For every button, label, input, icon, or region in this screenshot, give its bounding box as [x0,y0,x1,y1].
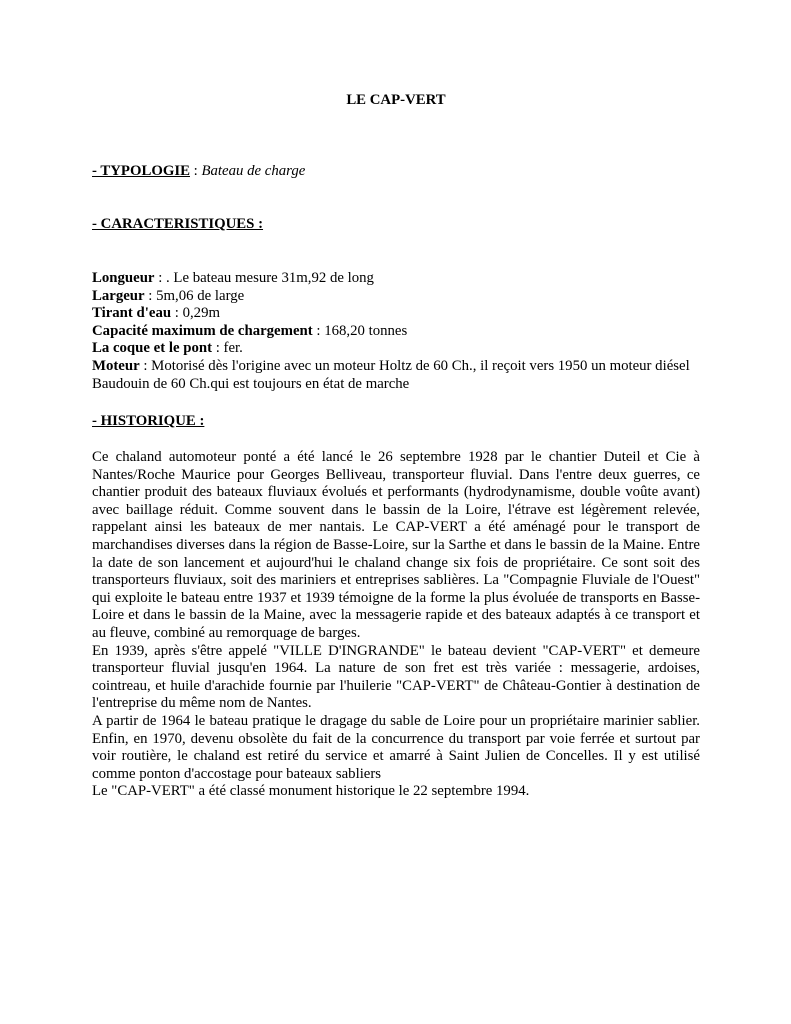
spec-label: Largeur [92,287,145,304]
historique-text [92,449,700,801]
spec-text: : Motorisé dès l'origine avec un moteur Holtz de 60 Ch., il reçoit vers 1950 un moteur diésel Baudouin de 60 Ch.qui est toujours en état de marche [92,357,690,392]
spec-label: Longueur [92,270,155,286]
spec-capacite [92,323,700,341]
spec-label: Tirant d'eau [92,305,172,322]
spec-text: : fer. [212,340,243,357]
spec-label: La coque et le pont [92,340,213,357]
spec-label: Capacité maximum de chargement [92,322,313,339]
typologie-separator: : [189,163,202,179]
spec-text: : 5m,06 de large [144,287,245,304]
spec-label: Moteur [92,357,140,374]
historique-paragraph: A partir de 1964 le bateau pratique le dragage du sable de Loire pour un propriétaire marinier sablier. Enfin, en 1970, devenu obsolète du fait de la concurrence du transport par voie ferrée et surtout par voir routière, le chaland est retiré du service et amarré à Saint Julien de Concelles. Il y est utilisé comme ponton d'accostage pour bateaux sabliers [92,712,700,782]
historique-heading: - HISTORIQUE : [92,413,205,429]
historique-paragraph: Le "CAP-VERT" a été classé monument historique le 22 septembre 1994. [92,783,530,800]
spec-text: : 168,20 tonnes [312,322,408,339]
typologie-value: Bateau de charge [201,163,306,179]
historique-paragraph: Ce chaland automoteur ponté a été lancé le 26 septembre 1928 par le chantier Duteil et Cie à Nantes/Roche Maurice pour Georges Belliveau, transporteur fluvial. Dans l'entre deux guerres, ce chantier produit des bateaux fluviaux évolués et performants (hydrodynamisme, double voûte avant) avec baillage réduit. Comme souvent dans le bassin de la Loire, l'étrave est légèrement relevée, rappelant ainsi les bateaux de mer nantais. Le CAP-VERT a été aménagé pour le transport de marchandises diverses dans la région de Basse-Loire, sur la Sarthe et dans le bassin de la Maine. Entre la date de son lancement et aujourd'hui le chaland change six fois de propriétaire. Ce sont soit des transporteurs fluviaux, soit des mariniers et entreprises sablières. La "Compagnie Fluviale de l'Ouest" qui exploite le bateau entre 1937 et 1939 témoigne de la forme la plus évoluée de transports en Basse-Loire et dans le bassin de la Maine, avec la messagerie rapide et des bateaux adaptés à ce transport et au fleuve, combiné au remorquage de barges. [92,449,700,641]
spec-largeur [92,288,700,306]
spec-text: : 0,29m [171,305,220,322]
spec-tirant-eau [92,305,700,323]
spec-longueur [92,270,700,288]
spec-moteur [92,358,700,393]
historique-paragraph: En 1939, après s'être appelé "VILLE D'INGRANDE" le bateau devient "CAP-VERT" et demeure transporteur fluvial jusqu'en 1964. La nature de son fret est très variée : messagerie, ardoises, cointreau, et huile d'arachide fournie par l'huilerie "CAP-VERT" de Château-Gontier à destination de l'entreprise du même nom de Nantes. [92,642,700,712]
caracteristiques-heading: - CARACTERISTIQUES : [92,216,264,232]
spec-text: : . Le bateau mesure 31m,92 de long [154,270,374,286]
document-title: LE CAP-VERT [346,92,446,108]
spec-coque-pont [92,340,700,358]
typologie-line [92,163,305,181]
typologie-heading: - TYPOLOGIE [92,163,190,179]
caracteristiques-list [92,270,700,393]
